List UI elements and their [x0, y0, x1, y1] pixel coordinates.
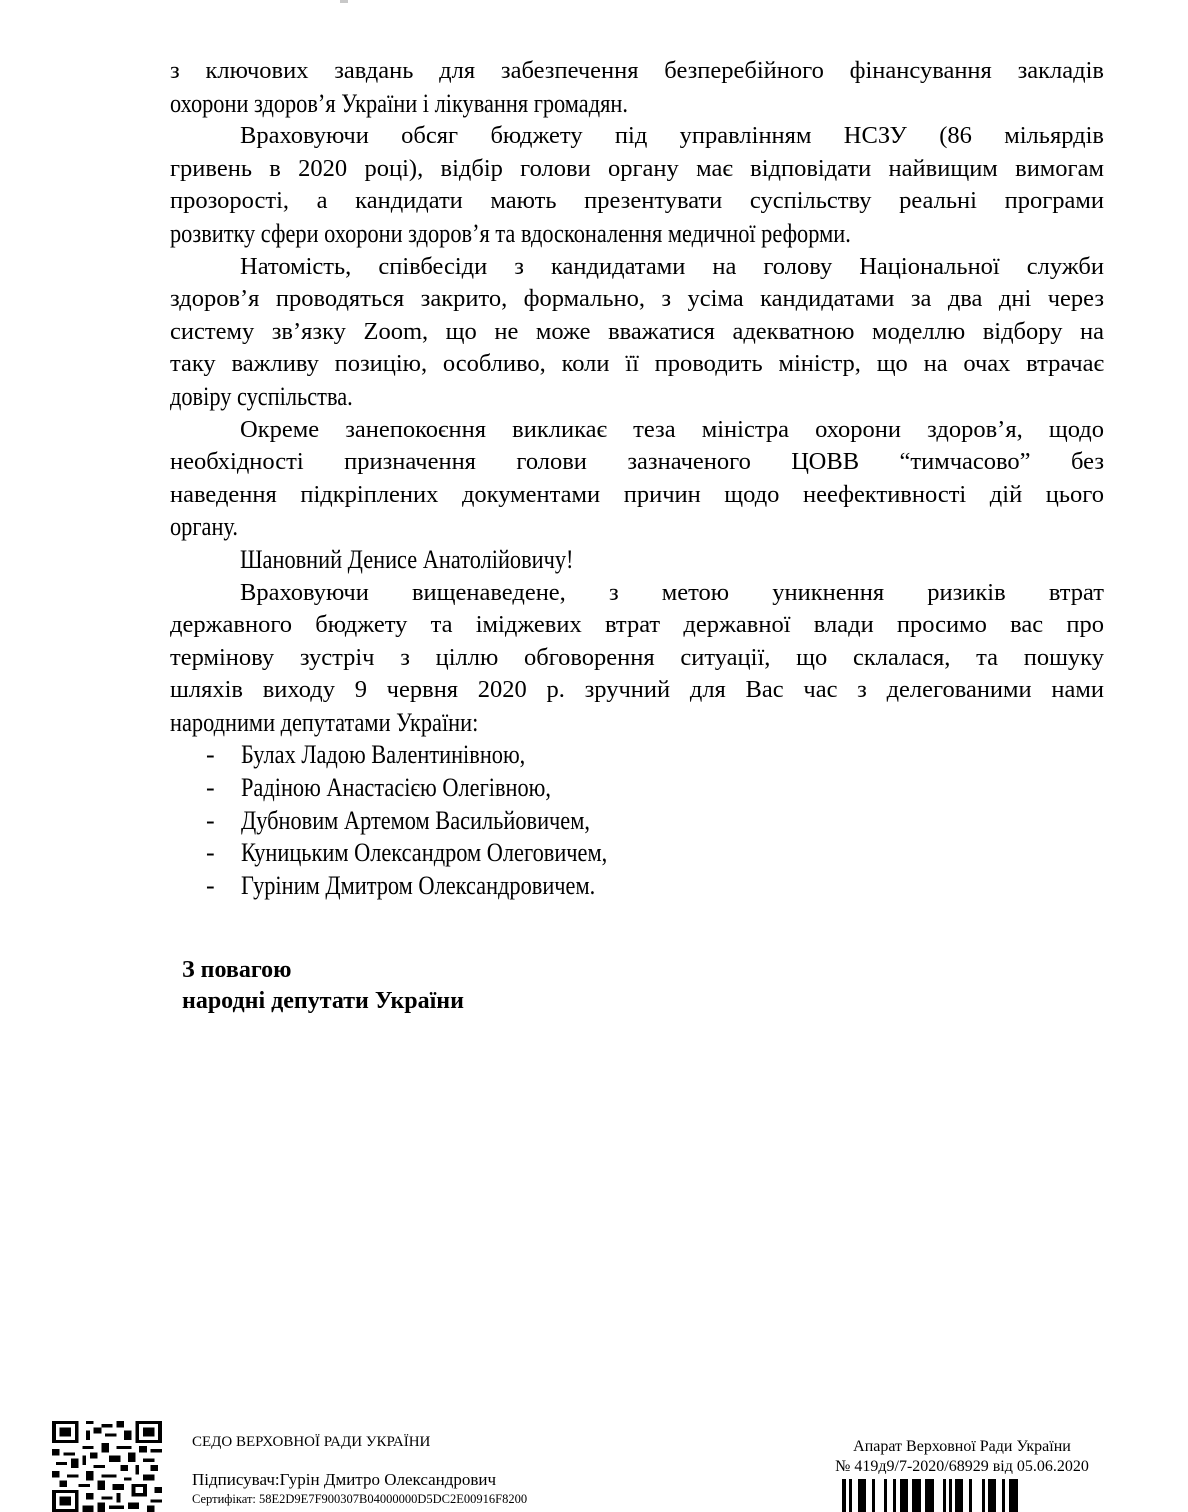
qr-code-icon: [52, 1421, 162, 1512]
page-top-mark: [340, 0, 348, 3]
letter-body: [170, 55, 1104, 902]
text-line: органу.: [170, 512, 238, 542]
text-line: гривень в 2020 році), відбір голови органу має відповідати найвищим вимогам: [170, 154, 1104, 182]
list-dash: -: [206, 838, 215, 868]
closing-line-1: З повагою: [182, 957, 292, 983]
text-line: довіру суспільства.: [170, 381, 353, 411]
text-line: Окреме занепокоєння викликає теза міністра охорони здоров’я, щодо: [240, 415, 1104, 443]
text-line: з ключових завдань для забезпечення безперебійного фінансування закладів: [170, 57, 1104, 84]
text-line: необхідності призначення голови зазначеного ЦОВВ “тимчасово” без: [170, 448, 1104, 476]
list-item: - Куницьким Олександром Олеговичем,: [170, 837, 1104, 870]
list-item: - Гуріним Дмитром Олександровичем.: [170, 870, 1104, 903]
text-line: здоров’я проводяться закрито, формально, з усіма кандидатами за два дні через: [170, 285, 1104, 313]
text-line: наведення підкріплених документами причин щодо неефективності дій цього: [170, 480, 1104, 508]
list-item: - Радіною Анастасією Олегівною,: [170, 772, 1104, 805]
text-line: охорони здоров’я України і лікування громадян.: [170, 88, 628, 118]
registry-org: Апарат Верховної Ради України: [853, 1438, 1071, 1455]
list-dash: -: [206, 805, 215, 835]
list-dash: -: [206, 740, 215, 770]
closing-signature: [182, 955, 464, 1017]
text-line: народними депутатами України:: [170, 707, 479, 737]
deputies-list: [170, 739, 1104, 902]
closing-line-2: народні депутати України: [182, 988, 464, 1014]
signer: Підписувач:Гурін Дмитро Олександрович: [192, 1470, 497, 1489]
list-dash: -: [206, 773, 215, 803]
system-name: СЕДО ВЕРХОВНОЇ РАДИ УКРАЇНИ: [192, 1434, 431, 1450]
registry-number: № 419д9/7-2020/68929 від 05.06.2020: [835, 1458, 1089, 1475]
text-line: шляхів виходу 9 червня 2020 р. зручний для Вас час з делегованими нами: [170, 676, 1104, 704]
text-line: розвитку сфери охорони здоров’я та вдосконалення медичної реформи.: [170, 218, 851, 248]
salutation: Шановний Денисе Анатолійовичу!: [240, 544, 574, 574]
certificate: Сертифікат: 58E2D9E7F900307B04000000D5DC2E00916F8200: [192, 1492, 528, 1506]
registry-stamp: [812, 1437, 1112, 1477]
text-line: таку важливу позицію, особливо, коли її проводить міністр, що на очах втрачає: [170, 350, 1104, 378]
list-dash: -: [206, 870, 215, 900]
text-line: державного бюджету та іміджевих втрат державної влади просимо вас про: [170, 611, 1104, 639]
barcode-icon: [842, 1479, 1018, 1512]
list-item: - Булах Ладою Валентинівною,: [170, 739, 1104, 772]
text-line: систему зв’язку Zoom, що не може вважатися адекватною моделлю відбору на: [170, 317, 1104, 345]
text-line: Враховуючи обсяг бюджету під управлінням НСЗУ (86 мільярдів: [240, 122, 1104, 150]
text-line: термінову зустріч з ціллю обговорення ситуації, що склалася, та пошуку: [170, 643, 1104, 671]
text-line: прозорості, а кандидати мають презентувати суспільству реальні програми: [170, 187, 1104, 215]
text-line: Натомість, співбесіди з кандидатами на голову Національної служби: [240, 252, 1104, 280]
list-item: - Дубновим Артемом Васильйовичем,: [170, 805, 1104, 838]
text-line: Враховуючи вищенаведене, з метою уникнення ризиків втрат: [240, 578, 1104, 606]
